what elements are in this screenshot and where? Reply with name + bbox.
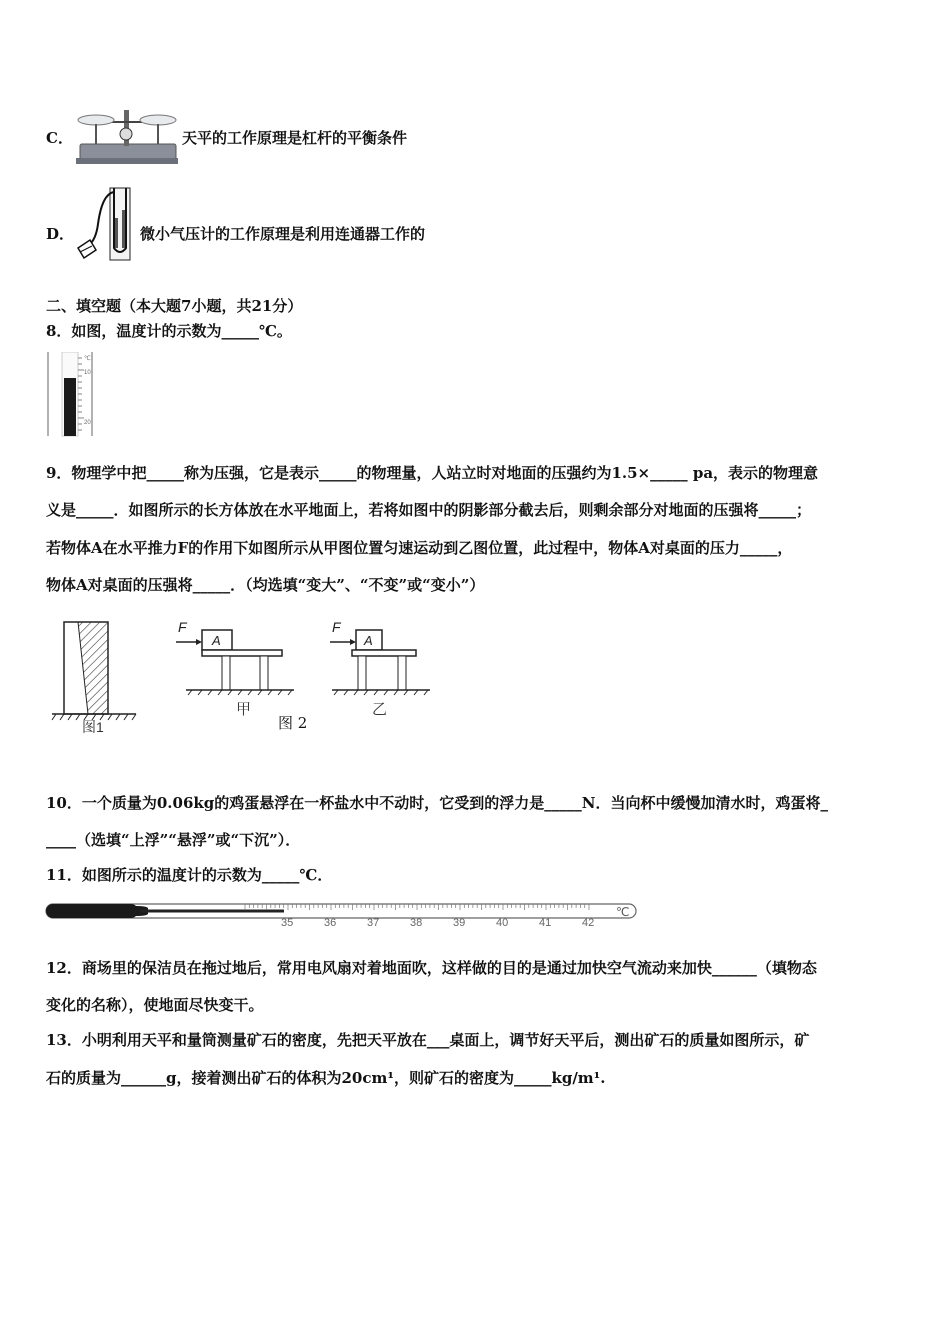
option-c-text: 天平的工作原理是杠杆的平衡条件 xyxy=(182,129,408,147)
block-label-yi: A xyxy=(364,633,373,648)
figure-1-block xyxy=(48,614,140,742)
thermometer-unit: ℃ xyxy=(616,905,630,919)
question-10-line-2: ____（选填“上浮”“悬浮”或“下沉”）． xyxy=(46,831,301,849)
question-13-line-1: 13．小明利用天平和量筒测量矿石的密度，先把天平放在___桌面上，调节好天平后，测出矿石的质量如图所示，矿 xyxy=(46,1031,810,1049)
figure-2-caption: 图 2 xyxy=(278,714,308,732)
section-heading: 二、填空题（本大题7小题，共21分） xyxy=(46,297,303,315)
thermometer-tick-label: 36 xyxy=(324,917,337,928)
question-11: 11．如图所示的温度计的示数为_____℃． xyxy=(46,866,333,884)
balance-scale-icon xyxy=(74,102,180,172)
figure-yi-caption: 乙 xyxy=(372,701,388,718)
question-8: 8．如图，温度计的示数为_____℃。 xyxy=(46,322,292,340)
question-9-line-3: 若物体A在水平推力F的作用下如图所示从甲图位置匀速运动到乙图位置，此过程中，物体A对桌面的压力_____， xyxy=(46,539,793,557)
thermometer-tick-label: 38 xyxy=(410,917,423,928)
thermometer-tick-label: 35 xyxy=(281,917,294,928)
question-9-line-2: 义是_____．如图所示的长方体放在水平地面上，若将如图中的阴影部分截去后，则剩余部分对地面的压强将_____； xyxy=(46,501,812,519)
question-9-line-4: 物体A对桌面的压强将_____．（均选填“变大”、“不变”或“变小”） xyxy=(46,576,485,594)
question-12-line-2: 变化的名称），使地面尽快变干。 xyxy=(46,996,264,1014)
block-label-jia: A xyxy=(212,633,221,648)
option-c-label: C． xyxy=(46,129,73,147)
thermometer-tick-label: 42 xyxy=(582,917,595,928)
figure-1-caption: 图1 xyxy=(82,719,104,735)
thermometer-tick-label: 40 xyxy=(496,917,509,928)
thermo-top-label: 10 xyxy=(84,370,91,376)
thermo-bottom-label: 20 xyxy=(84,420,91,426)
question-12-line-1: 12．商场里的保洁员在拖过地后，常用电风扇对着地面吹，这样做的目的是通过加快空气流动来加快______（填物态 xyxy=(46,959,817,977)
figure-jia-caption: 甲 xyxy=(236,701,252,718)
question-9-line-1: 9．物理学中把_____称为压强，它是表示_____的物理量，人站立时对地面的压强约为1.5×_____ pa，表示的物理意 xyxy=(46,464,819,482)
force-label-jia: F xyxy=(178,619,187,635)
option-d-label: D． xyxy=(46,225,75,243)
question-13-line-2: 石的质量为______g，接着测出矿石的体积为20cm¹，则矿石的密度为_____kg/m¹. xyxy=(46,1069,606,1087)
vertical-thermometer-figure xyxy=(44,352,100,442)
thermometer-tick-label: 41 xyxy=(539,917,552,928)
option-d-text: 微小气压计的工作原理是利用连通器工作的 xyxy=(140,225,426,243)
force-label-yi: F xyxy=(332,619,341,635)
micro-manometer-icon xyxy=(74,184,138,268)
thermometer-tick-label: 37 xyxy=(367,917,380,928)
figure-2-yi xyxy=(326,616,434,728)
question-10-line-1: 10．一个质量为0.06kg的鸡蛋悬浮在一杯盐水中不动时，它受到的浮力是_____N．当向杯中缓慢加清水时，鸡蛋将_ xyxy=(46,794,829,812)
horizontal-thermometer-figure xyxy=(44,894,644,932)
thermometer-tick-label: 39 xyxy=(453,917,466,928)
thermo-unit-label: ℃ xyxy=(84,356,91,362)
